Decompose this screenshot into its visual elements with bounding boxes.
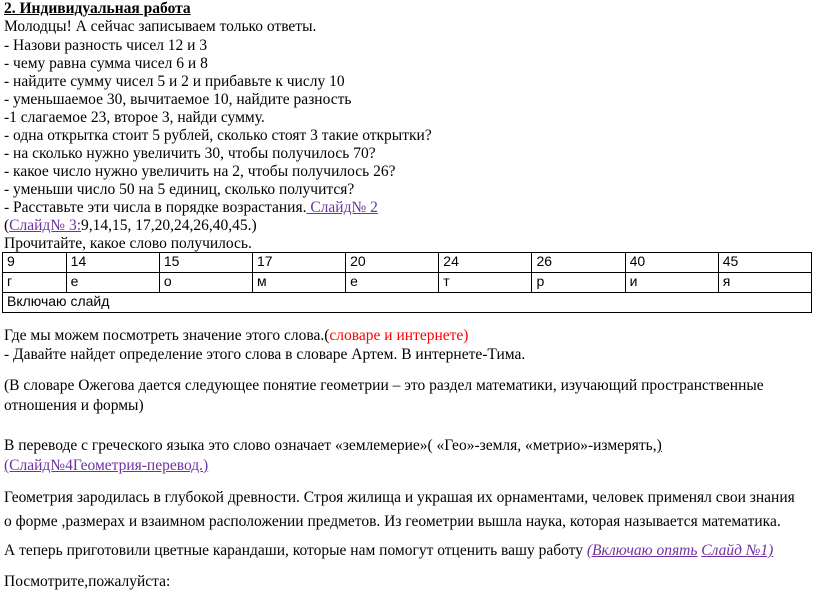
table-cell: е [66, 273, 159, 293]
table-cell: г [3, 273, 67, 293]
include-again-link[interactable]: (Включаю опять [586, 542, 698, 559]
table-cell: 24 [439, 253, 532, 273]
where-question [4, 327, 468, 345]
slide3-link[interactable]: Слайд№ 3: [9, 217, 82, 234]
table-cell: 9 [3, 253, 67, 273]
greek-link[interactable]: ,) [652, 437, 662, 454]
greek-paragraph [4, 437, 662, 455]
find-definition: - Давайте найдет определение этого слова в словаре Артем. В интернете-Тима. [4, 346, 526, 363]
heading: 2. Индивидуальная работа [4, 0, 191, 17]
slide3-numbers: 9,14,15, 17,20,24,26,40,45.) [81, 217, 257, 234]
table-cell: о [159, 273, 252, 293]
look-text: Посмотрите,пожалуйста: [4, 573, 171, 590]
task-item: - найдите сумму чисел 5 и 2 и прибавьте к числу 10 [4, 73, 345, 90]
task-item: - Назови разность чисел 12 и 3 [4, 37, 208, 54]
word-table [2, 252, 812, 313]
table-cell: и [625, 273, 718, 293]
where-answer: словаре и интернете) [329, 327, 469, 344]
table-cell: т [439, 273, 532, 293]
table-row-letters [3, 273, 812, 293]
slide3-paren: ( [4, 217, 10, 234]
ozhegov-paragraph: (В словаре Ожегова дается следующее понятие геометрии – это раздел математики, изучающий пространственные отношения и формы) [4, 377, 764, 414]
table-cell: р [532, 273, 625, 293]
task-item: -1 слагаемое 23, второе 3, найди сумму. [4, 109, 265, 126]
order-task-text: - Расставьте эти числа в порядке возрастания. [4, 199, 307, 216]
table-cell: я [718, 273, 811, 293]
origin-paragraph: Геометрия зародилась в глубокой древности. Строя жилища и украшая их орнаментами, человек применял свои знания о форме ,размерах и взаимном расположении предметов. Из геометрии вышла наука, которая называется математика. [4, 489, 795, 530]
task-item: - какое число нужно увеличить на 2, чтобы получилось 26? [4, 163, 396, 180]
task-item: - одна открытка стоит 5 рублей, сколько стоят 3 такие открытки? [4, 127, 432, 144]
greek-text: В переводе с греческого языка это слово означает «землемерие»( «Гео»-земля, «метрио»-измерять [4, 437, 653, 454]
table-cell: е [346, 273, 439, 293]
table-cell: 15 [159, 253, 252, 273]
pencils-line [4, 542, 773, 560]
table-cell: 45 [718, 253, 811, 273]
table-row-footer [3, 293, 812, 313]
table-cell: 20 [346, 253, 439, 273]
slide3-line [4, 217, 257, 235]
order-task [4, 199, 378, 217]
slide4-link[interactable]: (Слайд№4Геометрия-перевод.) [4, 457, 209, 474]
intro-text: Молодцы! А сейчас записываем только ответы. [4, 18, 317, 35]
table-footer-cell: Включаю слайд [3, 293, 812, 313]
slide2-link[interactable]: Слайд№ 2 [306, 199, 378, 216]
table-row-numbers [3, 253, 812, 273]
table-cell: 17 [252, 253, 345, 273]
slide1-link[interactable]: Слайд №1) [701, 542, 774, 559]
table-cell: 40 [625, 253, 718, 273]
pencils-text: А теперь приготовили цветные карандаши, которые нам помогут отценить вашу работу [4, 542, 587, 559]
task-item: - уменьши число 50 на 5 единиц, сколько получится? [4, 181, 355, 198]
task-item: - уменьшаемое 30, вычитаемое 10, найдите разность [4, 91, 352, 108]
table-cell: 26 [532, 253, 625, 273]
task-item: - на сколько нужно увеличить 30, чтобы получилось 70? [4, 145, 376, 162]
table-cell: м [252, 273, 345, 293]
table-cell: 14 [66, 253, 159, 273]
task-item: - чему равна сумма чисел 6 и 8 [4, 55, 208, 72]
where-question-text: Где мы можем посмотреть значение этого слова.( [4, 327, 330, 344]
read-prompt: Прочитайте, какое слово получилось. [4, 235, 252, 252]
